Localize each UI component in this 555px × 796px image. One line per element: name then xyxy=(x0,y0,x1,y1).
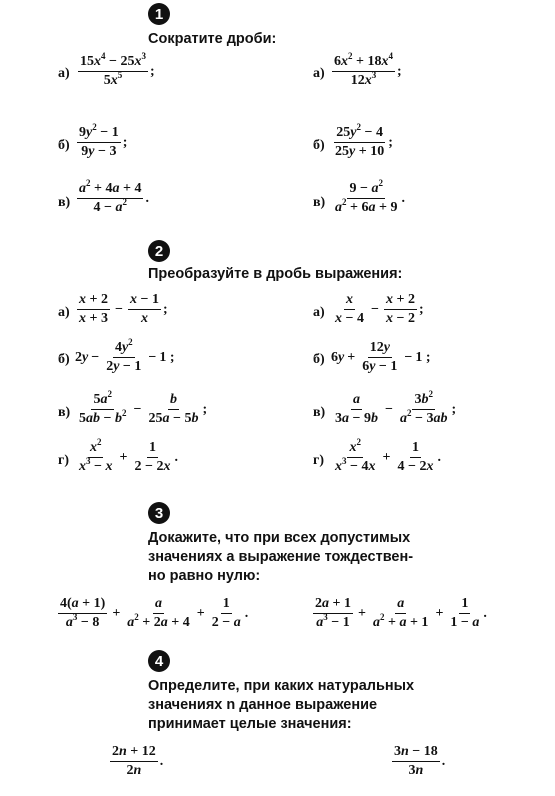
section-number-2: 2 xyxy=(148,240,170,262)
item-label: а) xyxy=(58,66,70,81)
section-3-title-line-3: но равно нулю: xyxy=(148,568,261,584)
formula-3-left: $\frac{4(a + 1)}{a^3 - 8}$ + $\frac{a}{a^2 + 2a + 4}$ + $\frac{1}{2 - a}$ . xyxy=(60,596,249,630)
item-label: в) xyxy=(58,195,71,210)
section-4-title-line-1: Определите, при каких натуральных xyxy=(148,678,415,694)
formula-2v-right: $\frac{a}{3a - 9b}$ − $\frac{3b^2}{a^2 - 3ab}$ ; xyxy=(335,389,457,426)
formula-2g-right: $\frac{x^2}{x^3 - 4x}$ + $\frac{1}{4 - 2x}$ . xyxy=(335,437,441,474)
section-2-title: Преобразуйте в дробь выражения: xyxy=(148,266,403,282)
section-1-title: Сократите дроби: xyxy=(148,31,277,47)
section-number-1: 1 xyxy=(148,3,170,25)
item-label: в) xyxy=(58,405,71,420)
item-label: г) xyxy=(58,453,70,468)
formula-2a-left: $\frac{x + 2}{x + 3}$ − $\frac{x - 1}{x}$ ; xyxy=(79,292,168,326)
formula-1a-right: $\frac{6x^2 + 18x^4}{12x^3}$ ; xyxy=(334,51,402,88)
item-label: б) xyxy=(58,352,70,367)
formula-1b-right: $\frac{25y^2 - 4}{25y + 10}$ ; xyxy=(335,122,393,159)
formula-1a-left: $\frac{15x^4 - 25x^3}{5x^5}$ ; xyxy=(80,51,155,88)
section-3-title-line-1: Докажите, что при всех допустимых xyxy=(148,530,411,546)
section-3-title-line-2: значениях a выражение тождествен- xyxy=(148,549,414,565)
formula-1v-right: $\frac{9 - a^2}{a^2 + 6a + 9}$ . xyxy=(335,178,405,215)
formula-4-right: $\frac{3n - 18}{3n}$ . xyxy=(394,744,446,778)
item-label: а) xyxy=(313,66,325,81)
formula-1v-left: $\frac{a^2 + 4a + 4}{4 - a^2}$ . xyxy=(79,178,149,215)
formula-4-left: $\frac{2n + 12}{2n}$ . xyxy=(112,744,164,778)
item-label: а) xyxy=(58,305,70,320)
item-label: в) xyxy=(313,405,326,420)
formula-2g-left: $\frac{x^2}{x^3 - x}$ + $\frac{1}{2 - 2x}$ . xyxy=(79,437,178,474)
section-number-3: 3 xyxy=(148,502,170,524)
section-4-title-line-2: значениях n данное выражение xyxy=(148,697,378,713)
formula-1b-left: $\frac{9y^2 - 1}{9y - 3}$ ; xyxy=(79,122,128,159)
item-label: в) xyxy=(313,195,326,210)
section-4-title-line-3: принимает целые значения: xyxy=(148,716,352,732)
section-number-4: 4 xyxy=(148,650,170,672)
formula-2b-right: 6 y + $\frac{12y}{6y - 1}$ − 1 ; xyxy=(331,340,431,374)
item-label: б) xyxy=(58,138,70,153)
item-label: а) xyxy=(313,305,325,320)
item-label: г) xyxy=(313,453,325,468)
formula-3-right: $\frac{2a + 1}{a^3 - 1}$ + $\frac{a}{a^2 + a + 1}$ + $\frac{1}{1 - a}$ . xyxy=(315,596,487,630)
formula-2a-right: $\frac{x}{x - 4}$ − $\frac{x + 2}{x - 2}$ ; xyxy=(335,292,424,326)
formula-2v-left: $\frac{5a^2}{5ab - b^2}$ − $\frac{b}{25a - 5b}$ ; xyxy=(79,389,208,426)
item-label: б) xyxy=(313,138,325,153)
formula-2b-left: 2 y − $\frac{4y^2}{2y - 1}$ − 1 ; xyxy=(75,337,175,374)
item-label: б) xyxy=(313,352,325,367)
